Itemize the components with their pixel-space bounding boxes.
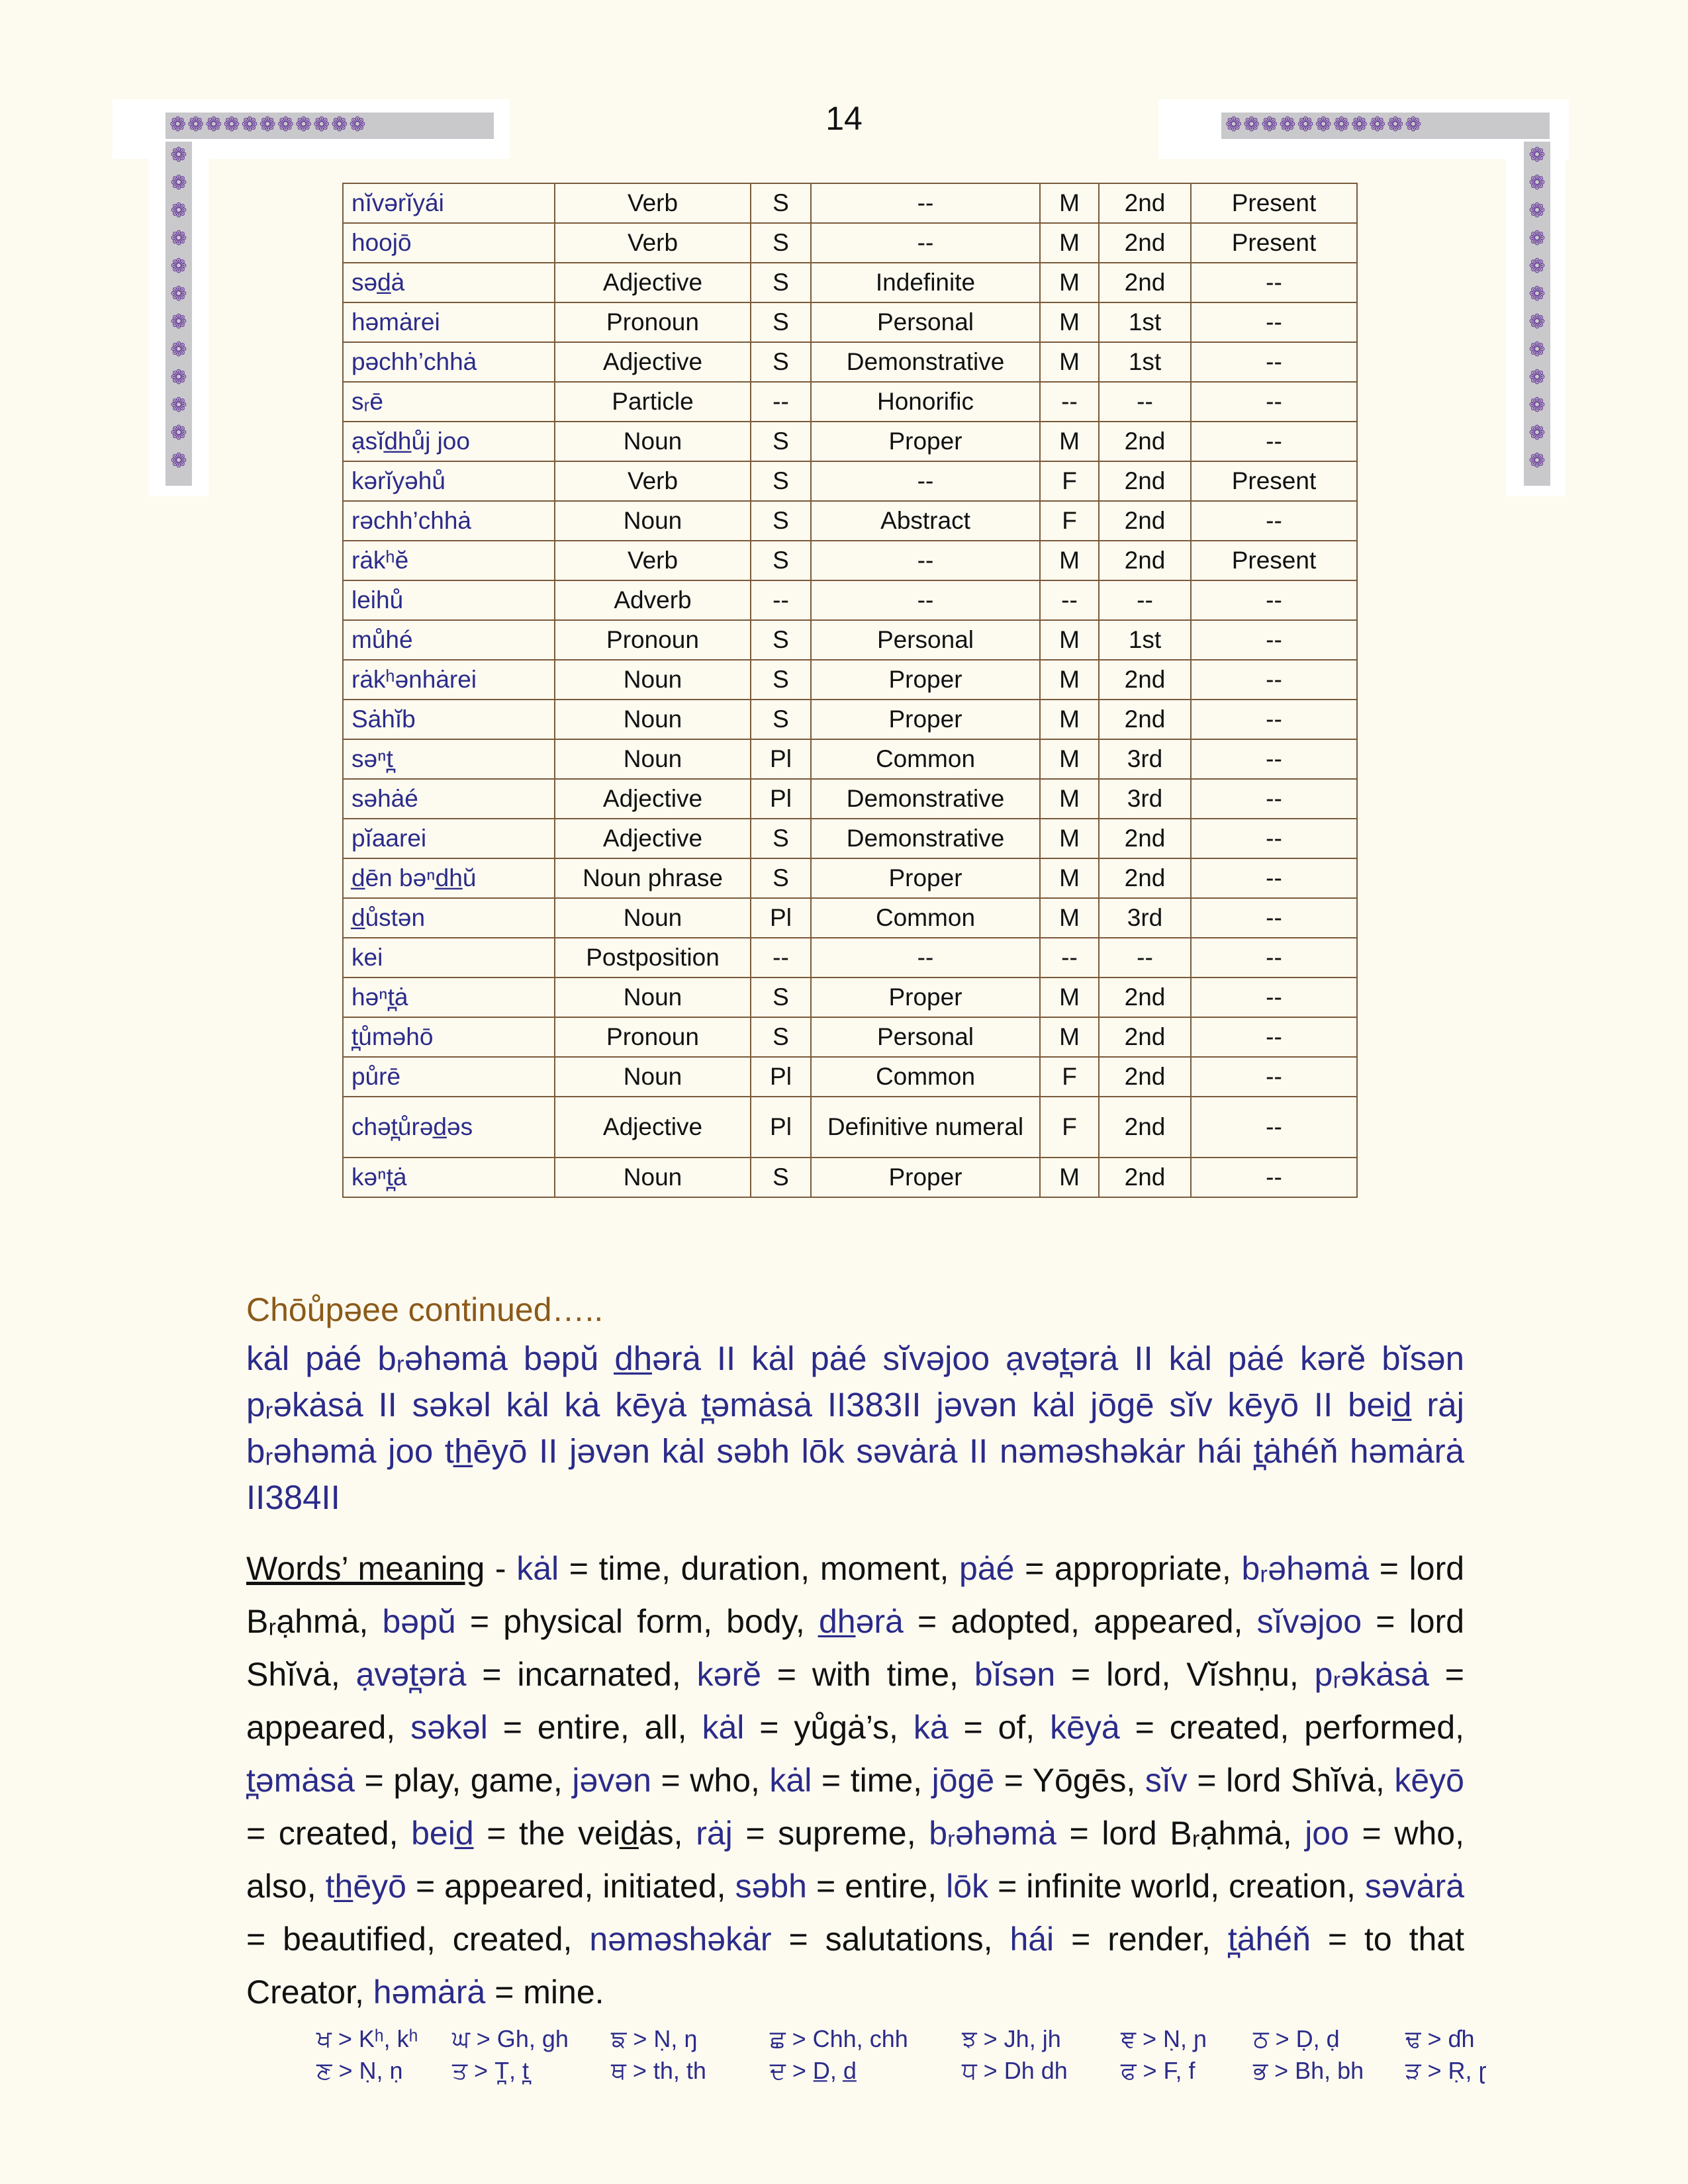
meaning-definition: appeared, initiated, [444, 1868, 726, 1905]
table-row [343, 819, 1357, 858]
legend-item: ਖ > Kʰ, kʰ [316, 2025, 418, 2052]
meaning-term: bᵣəhəmȧ [929, 1815, 1056, 1852]
table-row [343, 183, 1357, 223]
meaning-definition: with time, [812, 1656, 959, 1693]
cell-word: ạsĭd̲h̲ůj joo [343, 422, 555, 461]
cell-num: S [751, 620, 811, 660]
cell-tense: -- [1191, 700, 1357, 739]
cell-type: Personal [811, 1017, 1040, 1057]
cell-pos: Noun [555, 501, 751, 541]
meaning-definition: the veid̲ȧs, [519, 1815, 683, 1852]
cell-gender: M [1040, 302, 1099, 342]
cell-person: 2nd [1099, 700, 1191, 739]
cell-gender: F [1040, 461, 1099, 501]
cell-person: 3rd [1099, 779, 1191, 819]
table-row [343, 263, 1357, 302]
cell-word: hoojō [343, 223, 555, 263]
ornament-top-right: ❁❁❁❁❁❁❁❁❁❁❁ [1221, 113, 1550, 139]
meaning-definition: adopted, appeared, [951, 1603, 1243, 1640]
meaning-term: lōk [946, 1868, 989, 1905]
cell-num: S [751, 819, 811, 858]
meaning-definition: entire, all, [537, 1709, 687, 1746]
cell-person: -- [1099, 382, 1191, 422]
cell-num: Pl [751, 779, 811, 819]
table-row [343, 501, 1357, 541]
meaning-definition: salutations, [825, 1921, 993, 1958]
legend-item: ਞ > Ṇ, ɲ [1121, 2025, 1207, 2052]
cell-pos: Noun phrase [555, 858, 751, 898]
legend-item: ਛ > Chh, chh [770, 2025, 908, 2052]
cell-gender: M [1040, 263, 1099, 302]
meaning-term: səkəl [410, 1709, 488, 1746]
cell-pos: Pronoun [555, 302, 751, 342]
cell-tense: -- [1191, 1017, 1357, 1057]
meaning-term: kȧl [516, 1550, 559, 1587]
cell-type: -- [811, 223, 1040, 263]
meaning-term: kȧl [769, 1762, 812, 1799]
cell-num: S [751, 183, 811, 223]
meaning-definition: render, [1107, 1921, 1211, 1958]
meaning-definition: Yōgēs, [1032, 1762, 1136, 1799]
cell-num: S [751, 858, 811, 898]
meaning-term: t̪əmȧsȧ [246, 1762, 355, 1799]
meaning-definition: entire, [845, 1868, 937, 1905]
cell-pos: Pronoun [555, 620, 751, 660]
cell-pos: Adjective [555, 263, 751, 302]
cell-type: Proper [811, 978, 1040, 1017]
meaning-term: kȧ [913, 1709, 949, 1746]
cell-gender: M [1040, 422, 1099, 461]
cell-tense: -- [1191, 858, 1357, 898]
cell-word: Sȧhĭb [343, 700, 555, 739]
cell-gender: F [1040, 1097, 1099, 1158]
table-row [343, 700, 1357, 739]
cell-type: Demonstrative [811, 342, 1040, 382]
cell-person: 2nd [1099, 819, 1191, 858]
cell-type: -- [811, 461, 1040, 501]
cell-pos: Verb [555, 183, 751, 223]
legend-item: ੜ > Ṛ, ɽ [1405, 2057, 1487, 2084]
cell-type: Common [811, 739, 1040, 779]
cell-type: Honorific [811, 382, 1040, 422]
cell-gender: M [1040, 739, 1099, 779]
legend-item: ਠ > Ḍ, ḍ [1253, 2025, 1340, 2052]
cell-num: S [751, 461, 811, 501]
table-row [343, 302, 1357, 342]
cell-person: 2nd [1099, 1097, 1191, 1158]
table-row [343, 1017, 1357, 1057]
cell-pos: Noun [555, 700, 751, 739]
cell-type: Proper [811, 1158, 1040, 1197]
legend-item: ਭ > Bh, bh [1253, 2057, 1364, 2084]
cell-word: chət̪ůrəd̲əs [343, 1097, 555, 1158]
legend-item: ਫ > F, f [1121, 2057, 1196, 2084]
legend-item: ਥ > th, th [611, 2057, 706, 2084]
meaning-definition: created, performed, [1169, 1709, 1465, 1746]
table-row [343, 898, 1357, 938]
cell-tense: Present [1191, 223, 1357, 263]
cell-person: 2nd [1099, 1057, 1191, 1097]
meaning-term: nəməshəkȧr [589, 1921, 772, 1958]
meaning-term: kēyō [1394, 1762, 1464, 1799]
ornament-right: ❁ ❁ ❁ ❁ ❁ ❁ ❁ ❁ ❁ ❁ ❁ ❁ [1524, 142, 1550, 486]
cell-num: S [751, 302, 811, 342]
verse-text: kȧl pȧé bᵣəhəmȧ bəpŭ d̲h̲ərȧ II kȧl pȧé sĭvəjoo ạvət̪ərȧ II kȧl pȧé kərĕ bĭsən pᵣəkȧsȧ II səkəl kȧl kȧ kēyȧ t̪əmȧsȧ II383II jəvən kȧl jōgē sĭv kēyō II beid̲ rȧj bᵣəhəmȧ joo th̲ēyō II jəvən kȧl səbh lōk səvȧrȧ II nəməshəkȧr hái t̪ȧhéň həmȧrȧ II384II [246, 1340, 1464, 1516]
legend-item: ਤ > T̪, t̪ [452, 2057, 530, 2084]
cell-gender: M [1040, 620, 1099, 660]
legend-row-2 [316, 2057, 1505, 2085]
cell-num: S [751, 700, 811, 739]
meaning-term: sĭv [1145, 1762, 1188, 1799]
legend-item: ਝ > Jh, jh [962, 2025, 1061, 2052]
cell-word: rȧkʰĕ [343, 541, 555, 580]
cell-word: můhé [343, 620, 555, 660]
cell-type: Proper [811, 660, 1040, 700]
cell-pos: Adjective [555, 779, 751, 819]
cell-gender: M [1040, 978, 1099, 1017]
table-row [343, 580, 1357, 620]
cell-word: rəchh’chhȧ [343, 501, 555, 541]
meaning-definition: play, game, [393, 1762, 563, 1799]
legend-item: ਣ > Ṇ, ṇ [316, 2057, 403, 2084]
meaning-definition: of, [998, 1709, 1035, 1746]
meaning-definition: mine. [523, 1974, 604, 2011]
cell-type: Abstract [811, 501, 1040, 541]
cell-person: 3rd [1099, 898, 1191, 938]
cell-pos: Noun [555, 1057, 751, 1097]
legend-item: ਧ > Dh dh [962, 2057, 1068, 2084]
cell-gender: -- [1040, 938, 1099, 978]
cell-person: 2nd [1099, 1158, 1191, 1197]
cell-tense: -- [1191, 1057, 1357, 1097]
cell-tense: -- [1191, 739, 1357, 779]
cell-num: S [751, 541, 811, 580]
ornament-left: ❁ ❁ ❁ ❁ ❁ ❁ ❁ ❁ ❁ ❁ ❁ ❁ [165, 142, 192, 486]
cell-pos: Adjective [555, 819, 751, 858]
cell-tense: -- [1191, 1158, 1357, 1197]
cell-pos: Noun [555, 898, 751, 938]
cell-word: səhȧé [343, 779, 555, 819]
cell-tense: -- [1191, 1097, 1357, 1158]
table-row [343, 858, 1357, 898]
cell-type: Proper [811, 858, 1040, 898]
cell-type: Personal [811, 302, 1040, 342]
meaning-term: kēyȧ [1050, 1709, 1120, 1746]
meaning-term: jəvən [572, 1762, 651, 1799]
cell-tense: -- [1191, 501, 1357, 541]
table-row [343, 342, 1357, 382]
cell-num: -- [751, 580, 811, 620]
cell-word: həⁿt̪ȧ [343, 978, 555, 1017]
cell-word: t̪ůməhō [343, 1017, 555, 1057]
cell-tense: -- [1191, 422, 1357, 461]
grammar-table [342, 183, 1358, 1198]
meaning-definition: physical form, body, [503, 1603, 805, 1640]
meaning-term: həmȧrȧ [373, 1974, 486, 2011]
cell-type: -- [811, 183, 1040, 223]
cell-word: pĭaarei [343, 819, 555, 858]
meaning-definition: lord Bᵣạhmȧ, [1102, 1815, 1292, 1852]
table-row [343, 461, 1357, 501]
meaning-definition: yůgȧ’s, [794, 1709, 898, 1746]
cell-num: S [751, 501, 811, 541]
cell-gender: M [1040, 1017, 1099, 1057]
cell-tense: -- [1191, 898, 1357, 938]
meaning-term: rȧj [696, 1815, 733, 1852]
cell-pos: Noun [555, 422, 751, 461]
cell-person: 2nd [1099, 183, 1191, 223]
meaning-definition: appeared, [246, 1709, 396, 1746]
cell-gender: M [1040, 342, 1099, 382]
cell-tense: -- [1191, 620, 1357, 660]
legend-item: ਦ > D̲, d̲ [770, 2057, 857, 2084]
cell-word: səd̲ȧ [343, 263, 555, 302]
cell-gender: M [1040, 700, 1099, 739]
cell-word: rȧkʰənhȧrei [343, 660, 555, 700]
cell-gender: M [1040, 541, 1099, 580]
meaning-term: bĭsən [974, 1656, 1056, 1693]
cell-person: 2nd [1099, 263, 1191, 302]
legend-item: ਙ > Ṇ, ŋ [611, 2025, 698, 2052]
cell-pos: Adjective [555, 342, 751, 382]
cell-tense: -- [1191, 779, 1357, 819]
meaning-term: joo [1305, 1815, 1349, 1852]
cell-type: Personal [811, 620, 1040, 660]
words-meaning-heading: Words’ meaning [246, 1550, 485, 1587]
cell-tense: -- [1191, 263, 1357, 302]
meaning-term: t̪ȧhéň [1227, 1921, 1311, 1958]
cell-num: S [751, 1158, 811, 1197]
meaning-term: ạvət̪ərȧ [355, 1656, 467, 1693]
meaning-definition: time, duration, moment, [598, 1550, 949, 1587]
cell-word: səⁿt̪ [343, 739, 555, 779]
cell-pos: Particle [555, 382, 751, 422]
cell-tense: Present [1191, 183, 1357, 223]
table-row [343, 660, 1357, 700]
table-row [343, 779, 1357, 819]
meaning-term: d̲h̲ərȧ [818, 1603, 904, 1640]
meaning-definition: lord Bᵣạhmȧ, [246, 1550, 1465, 1640]
cell-type: -- [811, 580, 1040, 620]
cell-person: 3rd [1099, 739, 1191, 779]
cell-person: 1st [1099, 302, 1191, 342]
cell-pos: Adjective [555, 1097, 751, 1158]
cell-tense: -- [1191, 302, 1357, 342]
meaning-term: səbh [735, 1868, 807, 1905]
meaning-term: beid̲ [411, 1815, 474, 1852]
cell-tense: -- [1191, 580, 1357, 620]
meaning-term: bᵣəhəmȧ [1241, 1550, 1370, 1587]
meaning-definition: appropriate, [1054, 1550, 1231, 1587]
cell-word: sᵣē [343, 382, 555, 422]
cell-pos: Verb [555, 461, 751, 501]
cell-pos: Verb [555, 541, 751, 580]
cell-num: S [751, 660, 811, 700]
cell-gender: M [1040, 1158, 1099, 1197]
cell-word: pəchh’chhȧ [343, 342, 555, 382]
cell-word: kei [343, 938, 555, 978]
cell-type: Proper [811, 700, 1040, 739]
cell-tense: -- [1191, 819, 1357, 858]
meaning-term: th̲ēyō [325, 1868, 406, 1905]
cell-type: Demonstrative [811, 779, 1040, 819]
meaning-definition: lord Shĭvȧ, [246, 1603, 1465, 1693]
cell-num: S [751, 342, 811, 382]
cell-gender: M [1040, 858, 1099, 898]
cell-person: 2nd [1099, 858, 1191, 898]
cell-word: d̲ůstən [343, 898, 555, 938]
meaning-definition: infinite world, creation, [1026, 1868, 1356, 1905]
words-meaning-body: kȧl = time, duration, moment, pȧé = appropriate, bᵣəhəmȧ = lord Bᵣạhmȧ, bəpŭ = physical form, body, d̲h̲ərȧ = adopted, appeared, sĭvəjoo = lord Shĭvȧ, ạvət̪ərȧ = incarnated, kərĕ = with time, bĭsən = lord, Vĭshṇu, pᵣəkȧsȧ = appeared, səkəl = entire, all, kȧl = yůgȧ’s, kȧ = of, kēyȧ = created, performed, t̪əmȧsȧ = play, game, jəvən = who, kȧl = time, jōgē = Yōgēs, sĭv = lord Shĭvȧ, kēyō = created, beid̲ = the veid̲ȧs, rȧj = supreme, bᵣəhəmȧ = lord Bᵣạhmȧ, joo = who, also, th̲ēyō = appeared, initiated, səbh = entire, lōk = infinite world, creation, səvȧrȧ = beautified, created, nəməshəkȧr = salutations, hái = render, t̪ȧhéň = to that Creator, həmȧrȧ = mine. [246, 1550, 1465, 2011]
legend-row-1 [316, 2025, 1505, 2054]
cell-pos: Noun [555, 739, 751, 779]
legend-item: ਢ > ɗh [1405, 2025, 1475, 2052]
cell-person: 2nd [1099, 223, 1191, 263]
cell-tense: Present [1191, 461, 1357, 501]
meaning-definition: who, [690, 1762, 760, 1799]
table-row [343, 978, 1357, 1017]
cell-tense: -- [1191, 342, 1357, 382]
cell-type: Common [811, 898, 1040, 938]
meaning-definition: incarnated, [517, 1656, 681, 1693]
table-row [343, 1097, 1357, 1158]
meaning-term: kȧl [702, 1709, 745, 1746]
cell-tense: -- [1191, 938, 1357, 978]
cell-person: 2nd [1099, 978, 1191, 1017]
cell-person: 2nd [1099, 422, 1191, 461]
cell-person: -- [1099, 580, 1191, 620]
cell-word: həmȧrei [343, 302, 555, 342]
cell-num: -- [751, 382, 811, 422]
cell-type: Demonstrative [811, 819, 1040, 858]
meaning-term: səvȧrȧ [1364, 1868, 1464, 1905]
cell-pos: Postposition [555, 938, 751, 978]
table-row [343, 223, 1357, 263]
cell-gender: F [1040, 1057, 1099, 1097]
cell-word: nĭvərĭyái [343, 183, 555, 223]
cell-person: 1st [1099, 342, 1191, 382]
cell-num: -- [751, 938, 811, 978]
cell-type: Proper [811, 422, 1040, 461]
table-row [343, 1057, 1357, 1097]
cell-num: Pl [751, 1097, 811, 1158]
cell-tense: -- [1191, 660, 1357, 700]
cell-num: S [751, 263, 811, 302]
cell-type: Indefinite [811, 263, 1040, 302]
cell-pos: Verb [555, 223, 751, 263]
cell-type: -- [811, 938, 1040, 978]
cell-word: půrē [343, 1057, 555, 1097]
cell-tense: -- [1191, 382, 1357, 422]
cell-pos: Noun [555, 978, 751, 1017]
meaning-term: hái [1009, 1921, 1055, 1958]
cell-person: 2nd [1099, 501, 1191, 541]
meaning-definition: time, [850, 1762, 923, 1799]
page-number: 14 [825, 100, 863, 137]
cell-word: kəⁿt̪ȧ [343, 1158, 555, 1197]
cell-pos: Pronoun [555, 1017, 751, 1057]
cell-tense: -- [1191, 978, 1357, 1017]
meaning-term: pᵣəkȧsȧ [1314, 1656, 1429, 1693]
meaning-definition: supreme, [778, 1815, 916, 1852]
meaning-definition: created, [278, 1815, 399, 1852]
cell-person: 2nd [1099, 1017, 1191, 1057]
cell-gender: -- [1040, 580, 1099, 620]
cell-word: d̲ēn bəⁿd̲h̲ŭ [343, 858, 555, 898]
meaning-term: sĭvəjoo [1256, 1603, 1362, 1640]
grammar-table-body [343, 183, 1357, 1197]
cell-num: S [751, 1017, 811, 1057]
cell-type: Common [811, 1057, 1040, 1097]
cell-num: Pl [751, 739, 811, 779]
cell-num: S [751, 422, 811, 461]
cell-gender: M [1040, 819, 1099, 858]
cell-pos: Noun [555, 1158, 751, 1197]
words-meaning: Words’ meaning - kȧl = time, duration, moment, pȧé = appropriate, bᵣəhəmȧ = lord Bᵣạhmȧ, bəpŭ = physical form, body, d̲h̲ərȧ = adopted, appeared, sĭvəjoo = lord Shĭvȧ, ạvət̪ərȧ = incarnated, kərĕ = with time, bĭsən = lord, Vĭshṇu, pᵣəkȧsȧ = appeared, səkəl = entire, all, kȧl = yůgȧ’s, kȧ = of, kēyȧ = created, performed, t̪əmȧsȧ = play, game, jəvən = who, kȧl = time, jōgē = Yōgēs, sĭv = lord Shĭvȧ, kēyō = created, beid̲ = the veid̲ȧs, rȧj = supreme, bᵣəhəmȧ = lord Bᵣạhmȧ, joo = who, also, th̲ēyō = appeared, initiated, səbh = entire, lōk = infinite world, creation, səvȧrȧ = beautified, created, nəməshəkȧr = salutations, hái = render, t̪ȧhéň = to that Creator, həmȧrȧ = mine. [246, 1550, 1465, 2011]
table-row [343, 1158, 1357, 1197]
meaning-definition: to that Creator, [246, 1921, 1464, 2011]
table-row [343, 739, 1357, 779]
cell-gender: F [1040, 501, 1099, 541]
cell-type: -- [811, 541, 1040, 580]
cell-gender: M [1040, 898, 1099, 938]
legend-item: ਘ > Gh, gh [452, 2025, 569, 2052]
cell-num: Pl [751, 898, 811, 938]
cell-pos: Noun [555, 660, 751, 700]
cell-word: kərĭyəhů [343, 461, 555, 501]
table-row [343, 422, 1357, 461]
cell-tense: Present [1191, 541, 1357, 580]
meaning-term: bəpŭ [382, 1603, 456, 1640]
cell-num: S [751, 223, 811, 263]
ornament-top-left: ❁❁❁❁❁❁❁❁❁❁❁ [165, 113, 494, 139]
cell-gender: M [1040, 660, 1099, 700]
meaning-definition: who, also, [246, 1815, 1464, 1905]
cell-person: 2nd [1099, 541, 1191, 580]
cell-num: S [751, 978, 811, 1017]
section-title: Chōůpəee continued….. [246, 1291, 604, 1328]
table-row [343, 382, 1357, 422]
table-row [343, 541, 1357, 580]
meaning-term: jōgē [931, 1762, 995, 1799]
cell-type: Definitive numeral [811, 1097, 1040, 1158]
cell-person: 1st [1099, 620, 1191, 660]
cell-gender: -- [1040, 382, 1099, 422]
cell-gender: M [1040, 223, 1099, 263]
cell-person: 2nd [1099, 660, 1191, 700]
cell-word: leihů [343, 580, 555, 620]
table-row [343, 620, 1357, 660]
meaning-term: kərĕ [696, 1656, 761, 1693]
cell-gender: M [1040, 183, 1099, 223]
cell-pos: Adverb [555, 580, 751, 620]
table-row [343, 938, 1357, 978]
meaning-term: pȧé [959, 1550, 1015, 1587]
cell-gender: M [1040, 779, 1099, 819]
meaning-definition: lord, Vĭshṇu, [1106, 1656, 1299, 1693]
meaning-definition: lord Shĭvȧ, [1226, 1762, 1385, 1799]
meaning-definition: beautified, created, [283, 1921, 573, 1958]
cell-num: Pl [751, 1057, 811, 1097]
cell-person: 2nd [1099, 461, 1191, 501]
cell-person: -- [1099, 938, 1191, 978]
